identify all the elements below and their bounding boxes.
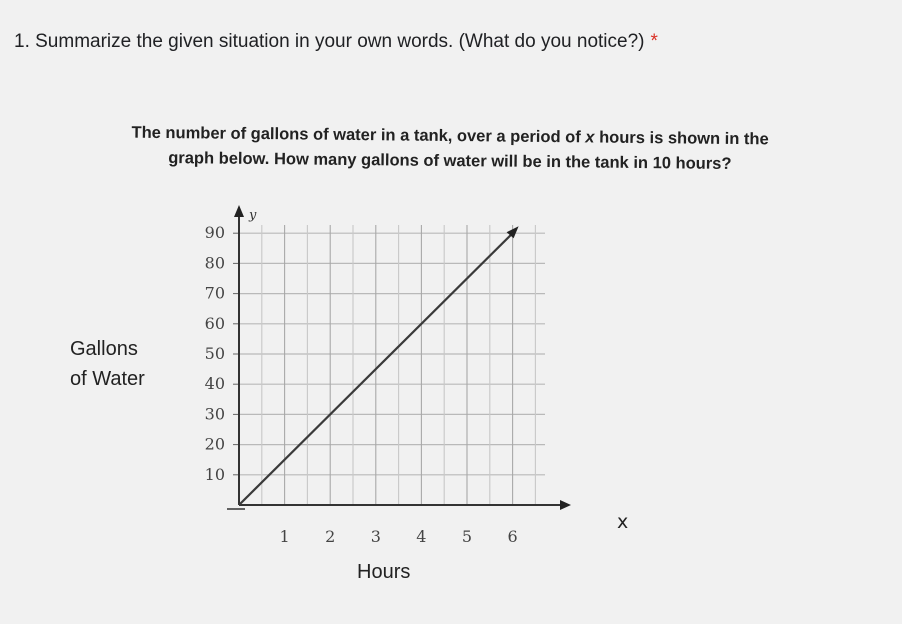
chart-series [239, 226, 519, 505]
y-axis-variable: y [249, 208, 257, 223]
x-tick-label: 4 [416, 527, 427, 546]
x-tick-label: 2 [325, 527, 336, 546]
y-axis-title [70, 334, 145, 394]
prompt-line1-b: hours is shown in the [594, 128, 769, 149]
y-tick-label: 60 [204, 313, 225, 333]
x-axis-arrow [560, 500, 571, 510]
y-tick-label: 30 [204, 404, 225, 424]
x-axis-title: Hours [357, 561, 411, 583]
y-tick-label: 40 [204, 374, 225, 394]
y-tick-label: 80 [204, 253, 225, 273]
prompt-variable-x: x [585, 128, 595, 147]
y-tick-label: 50 [204, 344, 225, 363]
y-tick-label: 20 [204, 434, 225, 454]
y-axis-arrow [234, 205, 244, 217]
y-tick-label: 70 [204, 283, 225, 303]
question-text: 1. Summarize the given situation in your own words. (What do you notice?) [14, 31, 645, 52]
y-axis-title-line1: Gallons [70, 338, 138, 360]
prompt-line1-a: The number of gallons of water in a tank, over a period of [131, 123, 586, 147]
x-axis-variable: x [617, 511, 629, 533]
y-axis-title-line2: of Water [70, 368, 145, 390]
required-asterisk: * [650, 31, 658, 52]
x-tick-label: 1 [279, 527, 290, 546]
prompt-line2: graph below. How many gallons of water will be in the tank in 10 hours? [168, 149, 732, 173]
y-tick-label: 10 [204, 464, 225, 484]
x-tick-label: 5 [461, 527, 473, 546]
y-tick-label: 90 [204, 223, 225, 243]
x-tick-label: 6 [507, 527, 518, 546]
x-tick-label: 3 [370, 527, 381, 546]
